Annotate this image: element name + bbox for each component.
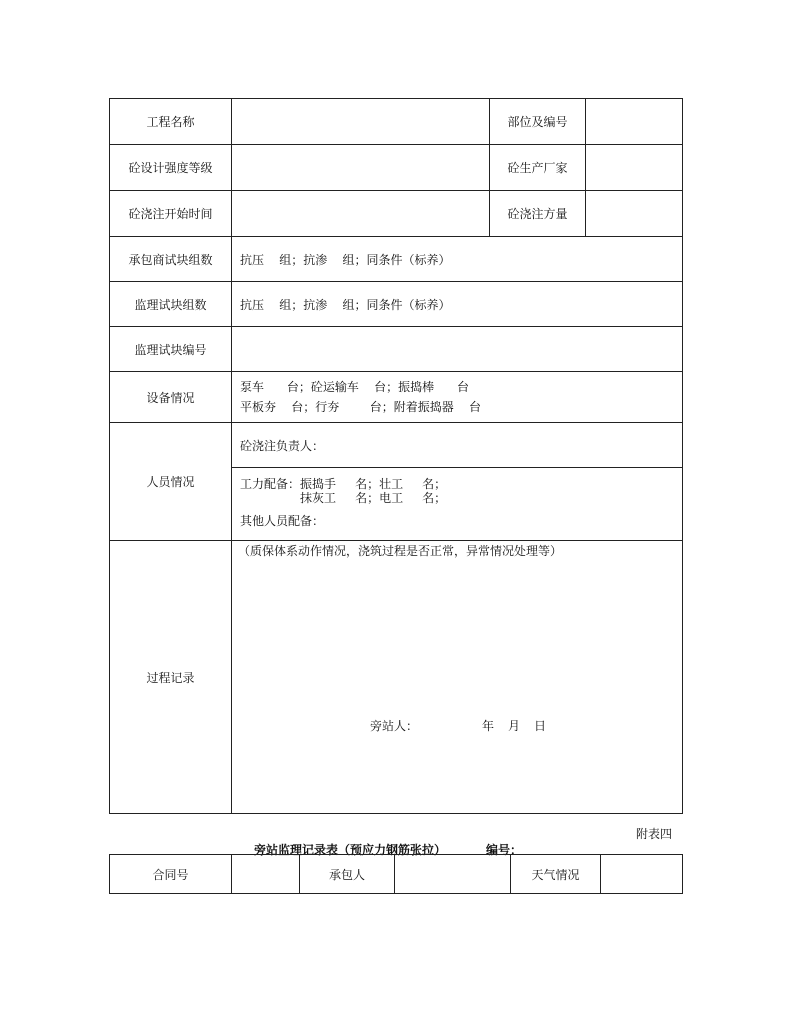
sign-day: 日	[534, 719, 547, 733]
personnel-labor-line-2: 抹灰工 名；电工 名；	[300, 491, 447, 505]
table2-title: 旁站监理记录表（预应力钢筋张拉）	[254, 843, 447, 857]
personnel-leader: 砼浇注负责人：	[232, 423, 683, 468]
sign-month: 月	[508, 719, 521, 733]
strength-value[interactable]	[232, 145, 490, 191]
volume-value[interactable]	[586, 191, 683, 237]
contractor-label: 承包人	[300, 855, 395, 894]
personnel-labor-line-1: 工力配备：振捣手 名；壮工 名；	[240, 477, 447, 491]
weather-label: 天气情况	[511, 855, 601, 894]
sign-label: 旁站人：	[370, 719, 419, 733]
start-time-value[interactable]	[232, 191, 490, 237]
prestress-record-table	[109, 854, 683, 894]
personnel-details	[232, 468, 683, 541]
personnel-other: 其他人员配备：	[240, 514, 325, 528]
contractor-test-value: 抗压 组；抗渗 组；同条件（标养）	[232, 237, 683, 282]
personnel-label: 人员情况	[110, 423, 232, 541]
attachment-label: 附表四	[636, 827, 673, 841]
sign-year: 年	[482, 719, 495, 733]
contractor-value[interactable]	[395, 855, 511, 894]
signature-line	[370, 717, 546, 734]
supervisor-code-value[interactable]	[232, 327, 683, 372]
manufacturer-label: 砼生产厂家	[490, 145, 586, 191]
equipment-line-2: 平板夯 台；行夯 台；附着振捣器 台	[240, 400, 482, 414]
contractor-test-label: 承包商试块组数	[110, 237, 232, 282]
supervisor-code-label: 监理试块编号	[110, 327, 232, 372]
supervisor-test-value: 抗压 组；抗渗 组；同条件（标养）	[232, 282, 683, 327]
strength-label: 砼设计强度等级	[110, 145, 232, 191]
project-name-value[interactable]	[232, 99, 490, 145]
process-record-area[interactable]	[232, 541, 683, 814]
concrete-pour-record-table	[109, 98, 683, 814]
process-note: （质保体系动作情况，浇筑过程是否正常，异常情况处理等）	[238, 544, 563, 558]
start-time-label: 砼浇注开始时间	[110, 191, 232, 237]
equipment-line-1: 泵车 台；砼运输车 台；振捣棒 台	[240, 380, 470, 394]
manufacturer-value[interactable]	[586, 145, 683, 191]
equipment-value	[232, 372, 683, 423]
volume-label: 砼浇注方量	[490, 191, 586, 237]
process-label: 过程记录	[110, 541, 232, 814]
supervisor-test-label: 监理试块组数	[110, 282, 232, 327]
contract-label: 合同号	[110, 855, 232, 894]
table2-code-label: 编号：	[486, 843, 523, 857]
equipment-label: 设备情况	[110, 372, 232, 423]
part-value[interactable]	[586, 99, 683, 145]
weather-value[interactable]	[601, 855, 683, 894]
part-label: 部位及编号	[490, 99, 586, 145]
project-name-label: 工程名称	[110, 99, 232, 145]
contract-value[interactable]	[232, 855, 300, 894]
